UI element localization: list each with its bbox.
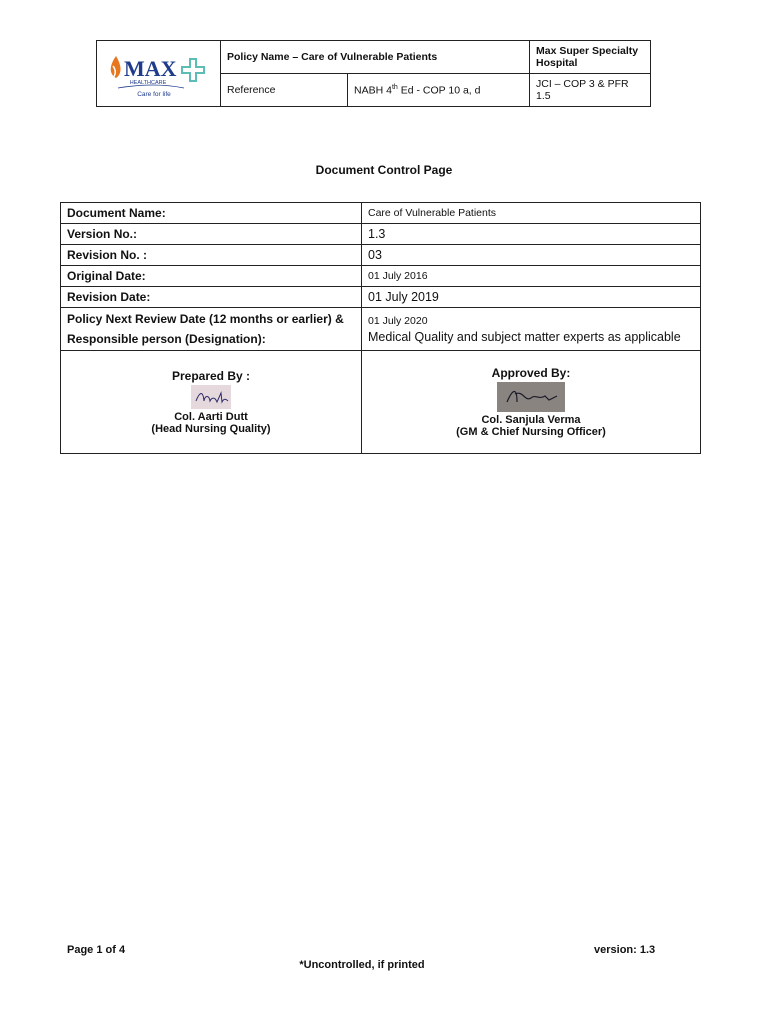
policy-name: Policy Name – Care of Vulnerable Patients [221,41,530,74]
logo-sub: HEALTHCARE [129,80,166,86]
page-title: Document Control Page [315,163,453,177]
table-row [61,203,701,224]
approved-by-heading: Approved By: [491,366,571,380]
table-row [61,287,701,308]
original-date-value: 01 July 2016 [362,266,701,287]
prepared-by-cell [61,351,362,454]
prepared-signature [191,385,231,409]
logo-tagline: Care for life [136,91,171,98]
version-value: 1.3 [362,224,701,245]
table-row [61,245,701,266]
prepared-by-designation: (Head Nursing Quality) [151,423,271,435]
review-label [61,308,362,351]
jci-reference: JCI – COP 3 & PFR 1.5 [530,74,651,107]
reference-label: Reference [221,74,348,107]
revision-date-label: Revision Date: [61,287,362,308]
page-number: Page 1 of 4 [67,944,126,956]
logo-cell [97,41,221,107]
approved-by-name: Col. Sanjula Verma [481,414,581,426]
uncontrolled-notice: *Uncontrolled, if printed [299,959,425,971]
responsible-value: Medical Quality and subject matter experts as applicable [368,329,681,344]
revision-label: Revision No. : [61,245,362,266]
revision-value: 03 [362,245,701,266]
hospital-name: Max Super Specialty Hospital [530,41,651,74]
prepared-by-name: Col. Aarti Dutt [174,411,248,423]
version-label: Version No.: [61,224,362,245]
approved-signature [497,382,565,412]
nabh-reference: NABH 4th Ed - COP 10 a, d [348,74,530,107]
signature-row [61,351,701,454]
revision-date-value: 01 July 2019 [362,287,701,308]
document-name-value: Care of Vulnerable Patients [362,203,701,224]
footer-version: version: 1.3 [594,944,656,956]
original-date-label: Original Date: [61,266,362,287]
review-label-line-2: Responsible person (Designation): [67,332,266,346]
max-healthcare-logo [104,46,214,98]
header-table [96,40,651,107]
review-value [362,308,701,351]
approved-by-designation: (GM & Chief Nursing Officer) [456,426,606,438]
logo-brand: MAX [123,56,177,81]
table-row [61,266,701,287]
prepared-by-heading: Prepared By : [171,369,251,383]
review-label-line-1: Policy Next Review Date (12 months or earlier) & [67,312,344,326]
table-row [61,224,701,245]
document-control-table [60,202,701,454]
review-date-value: 01 July 2020 [368,314,428,327]
approved-by-cell [362,351,701,454]
document-name-label: Document Name: [61,203,362,224]
table-row [61,308,701,351]
